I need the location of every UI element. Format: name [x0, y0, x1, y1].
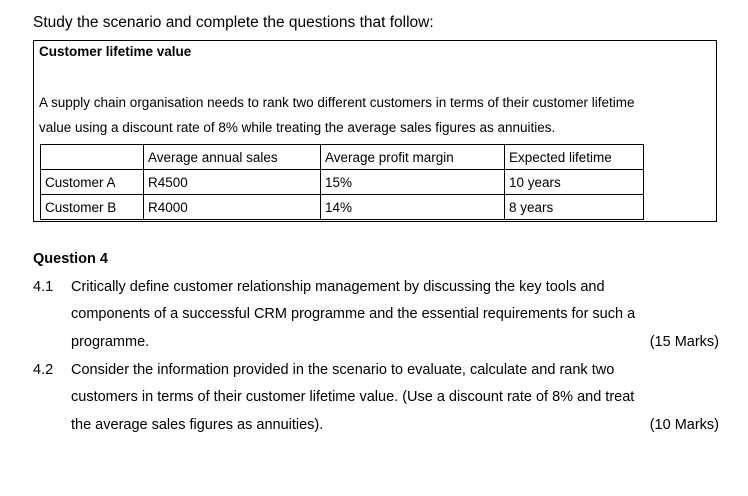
- table-cell: Customer B: [41, 195, 144, 220]
- table-cell: Customer A: [41, 170, 144, 195]
- intro-text: Study the scenario and complete the questions that follow:: [33, 14, 434, 31]
- question-line: customers in terms of their customer lifetime value. (Use a discount rate of 8% and treat: [71, 389, 635, 405]
- table-cell: 15%: [321, 170, 505, 195]
- scenario-line-2: value using a discount rate of 8% while treating the average sales figures as annuities.: [39, 120, 556, 135]
- question-line: Critically define customer relationship management by discussing the key tools and: [71, 279, 605, 295]
- scenario-title: Customer lifetime value: [39, 44, 192, 59]
- table-cell: R4500: [144, 170, 321, 195]
- question-heading: Question 4: [33, 251, 108, 267]
- table-header-cell: Average profit margin: [321, 145, 505, 170]
- table-cell: R4000: [144, 195, 321, 220]
- question-line: components of a successful CRM programme and the essential requirements for such a: [71, 306, 636, 322]
- question-line: Consider the information provided in the scenario to evaluate, calculate and rank two: [71, 362, 615, 378]
- table-cell: 10 years: [505, 170, 644, 195]
- scenario-box: [33, 40, 717, 222]
- table-row: [41, 170, 644, 195]
- scenario-line-1: A supply chain organisation needs to rank two different customers in terms of their customer lifetime: [39, 95, 635, 110]
- question-number: 4.1: [33, 279, 54, 295]
- table-header-row: [41, 145, 644, 170]
- table-header-cell: Expected lifetime: [505, 145, 644, 170]
- question-line: the average sales figures as annuities).: [71, 417, 324, 433]
- question-line: programme.: [71, 334, 150, 350]
- question-number: 4.2: [33, 362, 54, 378]
- marks-label: (15 Marks): [649, 334, 719, 350]
- table-cell: 14%: [321, 195, 505, 220]
- table-header-cell: Average annual sales: [144, 145, 321, 170]
- customer-table: [40, 144, 644, 220]
- table-row: [41, 195, 644, 220]
- table-cell: 8 years: [505, 195, 644, 220]
- marks-label: (10 Marks): [649, 417, 719, 433]
- table-header-cell: [41, 145, 144, 170]
